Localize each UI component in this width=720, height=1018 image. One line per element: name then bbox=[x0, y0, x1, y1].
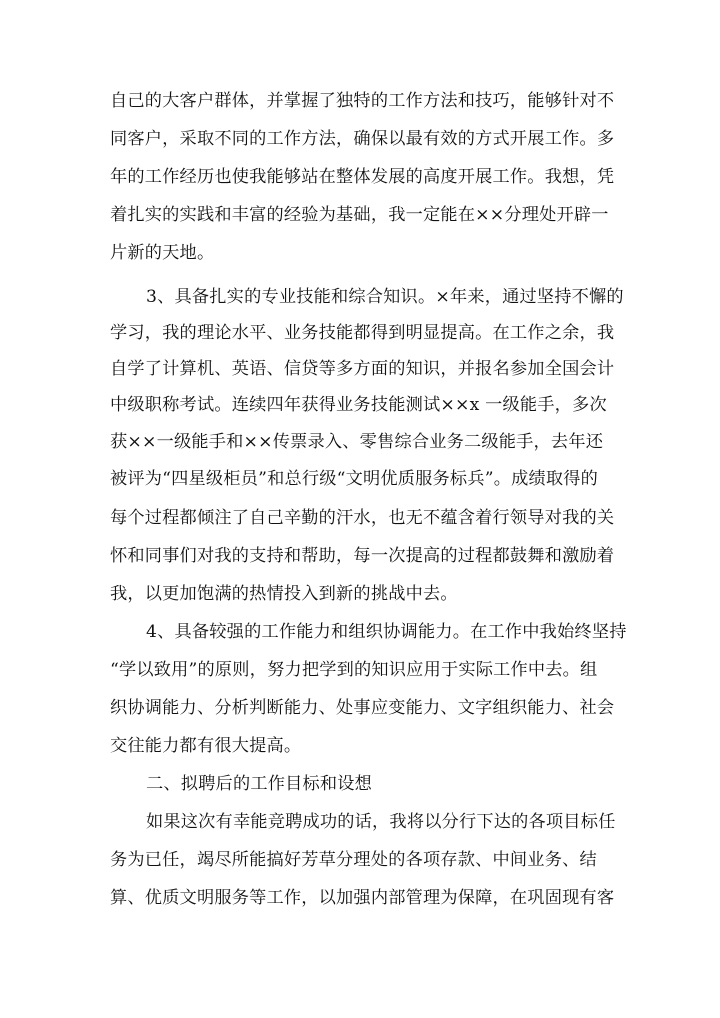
text-line: 年的工作经历也使我能够站在整体发展的高度开展工作。我想，凭 bbox=[110, 167, 615, 187]
text-line: 片新的天地。 bbox=[110, 243, 215, 263]
text-line: 务为已任，竭尽所能搞好芳草分理处的各项存款、中间业务、结 bbox=[110, 850, 597, 870]
text-line: 自己的大客户群体，并掌握了独特的工作方法和技巧，能够针对不 bbox=[110, 91, 615, 111]
text-line: “学以致用”的原则，努力把学到的知识应用于实际工作中去。组 bbox=[110, 660, 598, 680]
text-line: 每个过程都倾注了自己辛勤的汗水，也无不蕴含着行领导对我的关 bbox=[110, 508, 615, 528]
text-line: 织协调能力、分析判断能力、处事应变能力、文字组织能力、社会 bbox=[110, 698, 615, 718]
text-line: 算、优质文明服务等工作，以加强内部管理为保障，在巩固现有客 bbox=[110, 888, 615, 908]
paragraph-start-line: 3、具备扎实的专业技能和综合知识。×年来，通过坚持不懈的 bbox=[146, 287, 624, 307]
section-heading: 二、拟聘后的工作目标和设想 bbox=[146, 774, 373, 794]
text-line: 我，以更加饱满的热情投入到新的挑战中去。 bbox=[110, 584, 458, 604]
text-line: 交往能力都有很大提高。 bbox=[110, 736, 302, 756]
paragraph-start-line: 4、具备较强的工作能力和组织协调能力。在工作中我始终坚持 bbox=[146, 622, 627, 642]
text-line: 自学了计算机、英语、信贷等多方面的知识，并报名参加全国会计 bbox=[110, 359, 615, 379]
text-line: 获××一级能手和××传票录入、零售综合业务二级能手，去年还 bbox=[110, 432, 604, 452]
text-line: 被评为“四星级柜员”和总行级“文明优质服务标兵”。成绩取得的 bbox=[110, 469, 599, 489]
text-line: 着扎实的实践和丰富的经验为基础，我一定能在××分理处开辟一 bbox=[110, 205, 609, 225]
text-line: 中级职称考试。连续四年获得业务技能测试××x 一级能手，多次 bbox=[110, 395, 607, 415]
paragraph-start-line: 如果这次有幸能竞聘成功的话，我将以分行下达的各项目标任 bbox=[146, 812, 616, 832]
text-line: 怀和同事们对我的支持和帮助，每一次提高的过程都鼓舞和激励着 bbox=[110, 546, 615, 566]
text-line: 同客户，采取不同的工作方法，确保以最有效的方式开展工作。多 bbox=[110, 129, 615, 149]
text-line: 学习，我的理论水平、业务技能都得到明显提高。在工作之余，我 bbox=[110, 323, 615, 343]
